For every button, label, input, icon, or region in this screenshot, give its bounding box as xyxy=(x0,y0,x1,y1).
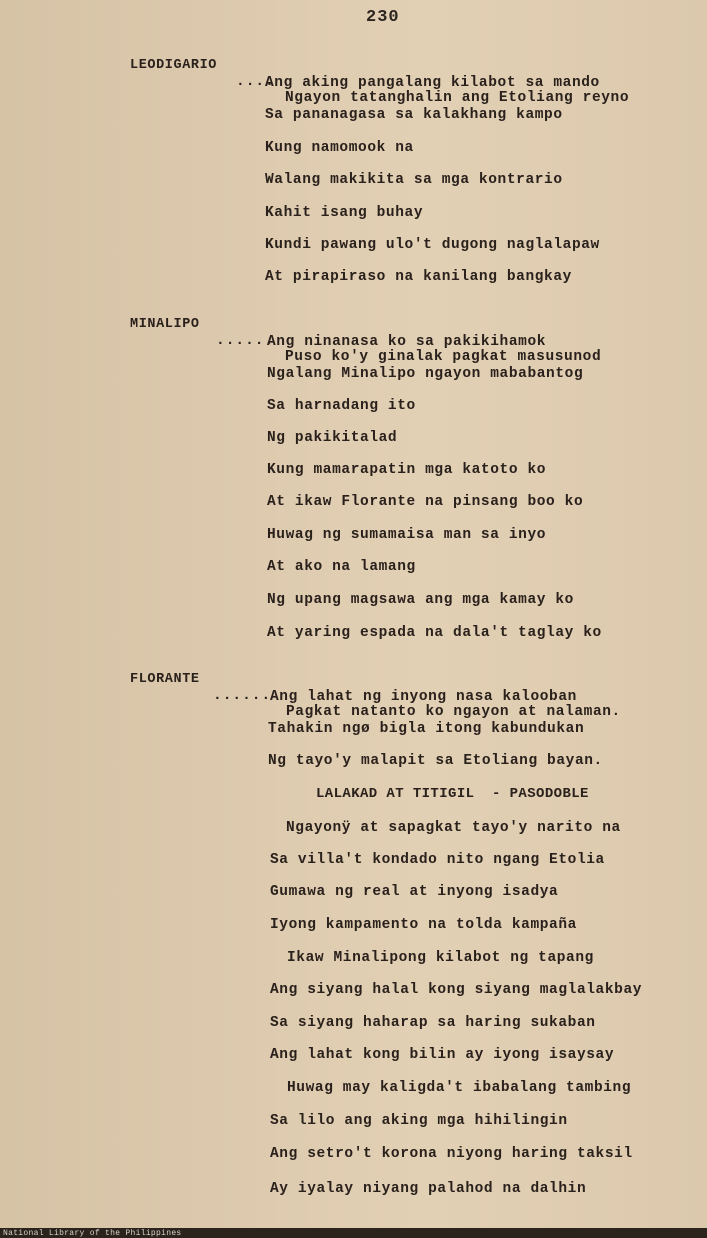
speaker-dots: ...... xyxy=(213,688,272,704)
line-32 xyxy=(0,1047,707,1071)
line-18 xyxy=(0,592,707,616)
line-2 xyxy=(0,75,707,99)
line-31 xyxy=(0,1015,707,1039)
line-17 xyxy=(0,559,707,583)
line-34 xyxy=(0,1113,707,1137)
verse-text: Huwag may kaligda't ibabalang tambing xyxy=(287,1080,632,1096)
footer-credit: National Library of the Philippines xyxy=(3,1229,182,1238)
line-19 xyxy=(0,625,707,649)
verse-text: Ang lahat ng inyong nasa kalooban xyxy=(270,689,577,705)
verse-text: Huwag ng sumamaisa man sa inyo xyxy=(267,527,547,543)
line-6 xyxy=(0,205,707,229)
verse-text: Kahit isang buhay xyxy=(265,205,424,221)
verse-text: Ng tayo'y malapit sa Etoliang bayan. xyxy=(268,753,603,769)
line-5 xyxy=(0,172,707,196)
verse-text: Tahakin ngø bigla itong kabundukan xyxy=(268,721,585,737)
line-12 xyxy=(0,398,707,422)
verse-text: Kung namomook na xyxy=(265,140,414,156)
verse-text: Ang siyang halal kong siyang maglalakbay xyxy=(270,982,643,998)
line-3 xyxy=(0,107,707,131)
verse-text: Sa pananagasa sa kalakhang kampo xyxy=(265,107,563,123)
verse-text: Sa villa't kondado nito ngang Etolia xyxy=(270,852,605,868)
line-15 xyxy=(0,494,707,518)
line-13 xyxy=(0,430,707,454)
verse-text: At ikaw Florante na pinsang boo ko xyxy=(267,494,584,510)
verse-text: Ang setro't korona niyong haring taksil xyxy=(270,1146,633,1162)
line-7 xyxy=(0,237,707,261)
verse-text: At ako na lamang xyxy=(267,559,416,575)
verse-text: Kundi pawang ulo't dugong naglalapaw xyxy=(265,237,600,253)
line-30 xyxy=(0,982,707,1006)
speaker-dots: ...... xyxy=(216,333,275,349)
line-29 xyxy=(0,950,707,974)
verse-text: Gumawa ng real at inyong isadya xyxy=(270,884,559,900)
verse-text: Ang lahat kong bilin ay iyong isaysay xyxy=(270,1047,615,1063)
line-11 xyxy=(0,366,707,390)
verse-text: Iyong kampamento na tolda kampaña xyxy=(270,917,577,933)
verse-text: Ngayonÿ at sapagkat tayo'y narito na xyxy=(286,820,621,836)
speaker-name: MINALIPO xyxy=(130,317,200,332)
verse-text: Ay iyalay niyang palahod na dalhin xyxy=(270,1181,587,1197)
line-25 xyxy=(0,820,707,844)
verse-text: Sa siyang haharap sa haring sukaban xyxy=(270,1015,596,1031)
speaker-dots: .... xyxy=(236,74,275,90)
verse-text: Ng upang magsawa ang mga kamay ko xyxy=(267,592,574,608)
line-4 xyxy=(0,140,707,164)
verse-text: Walang makikita sa mga kontrario xyxy=(265,172,563,188)
line-14 xyxy=(0,462,707,486)
line-22 xyxy=(0,721,707,745)
line-36 xyxy=(0,1181,707,1205)
line-8 xyxy=(0,269,707,293)
verse-text: Sa harnadang ito xyxy=(267,398,416,414)
line-33 xyxy=(0,1080,707,1104)
verse-text: Ng pakikitalad xyxy=(267,430,398,446)
line-16 xyxy=(0,527,707,551)
page-number: 230 xyxy=(366,8,400,27)
verse-text: Ngalang Minalipo ngayon mababantog xyxy=(267,366,584,382)
line-26 xyxy=(0,852,707,876)
verse-text: Puso ko'y ginalak pagkat masusunod xyxy=(285,349,602,365)
line-23 xyxy=(0,753,707,777)
verse-text: Pagkat natanto ko ngayon at nalaman. xyxy=(286,704,621,720)
verse-text: At pirapiraso na kanilang bangkay xyxy=(265,269,572,285)
speaker-name: FLORANTE xyxy=(130,672,200,687)
verse-text: At yaring espada na dala't taglay ko xyxy=(267,625,602,641)
verse-text: Ikaw Minalipong kilabot ng tapang xyxy=(287,950,594,966)
verse-text: Ang aking pangalang kilabot sa mando xyxy=(265,75,600,91)
line-35 xyxy=(0,1146,707,1170)
line-21 xyxy=(0,689,707,713)
line-10 xyxy=(0,334,707,358)
verse-text: Ang ninanasa ko sa pakikihamok xyxy=(267,334,547,350)
line-24 xyxy=(0,786,707,810)
verse-text: Kung mamarapatin mga katoto ko xyxy=(267,462,547,478)
speaker-name: LEODIGARIO xyxy=(130,58,218,73)
verse-text: Ngayon tatanghalin ang Etoliang reyno xyxy=(285,90,630,106)
verse-text: Sa lilo ang aking mga hihilingin xyxy=(270,1113,568,1129)
line-28 xyxy=(0,917,707,941)
stage-direction: LALAKAD AT TITIGIL - PASODOBLE xyxy=(316,786,589,802)
line-27 xyxy=(0,884,707,908)
